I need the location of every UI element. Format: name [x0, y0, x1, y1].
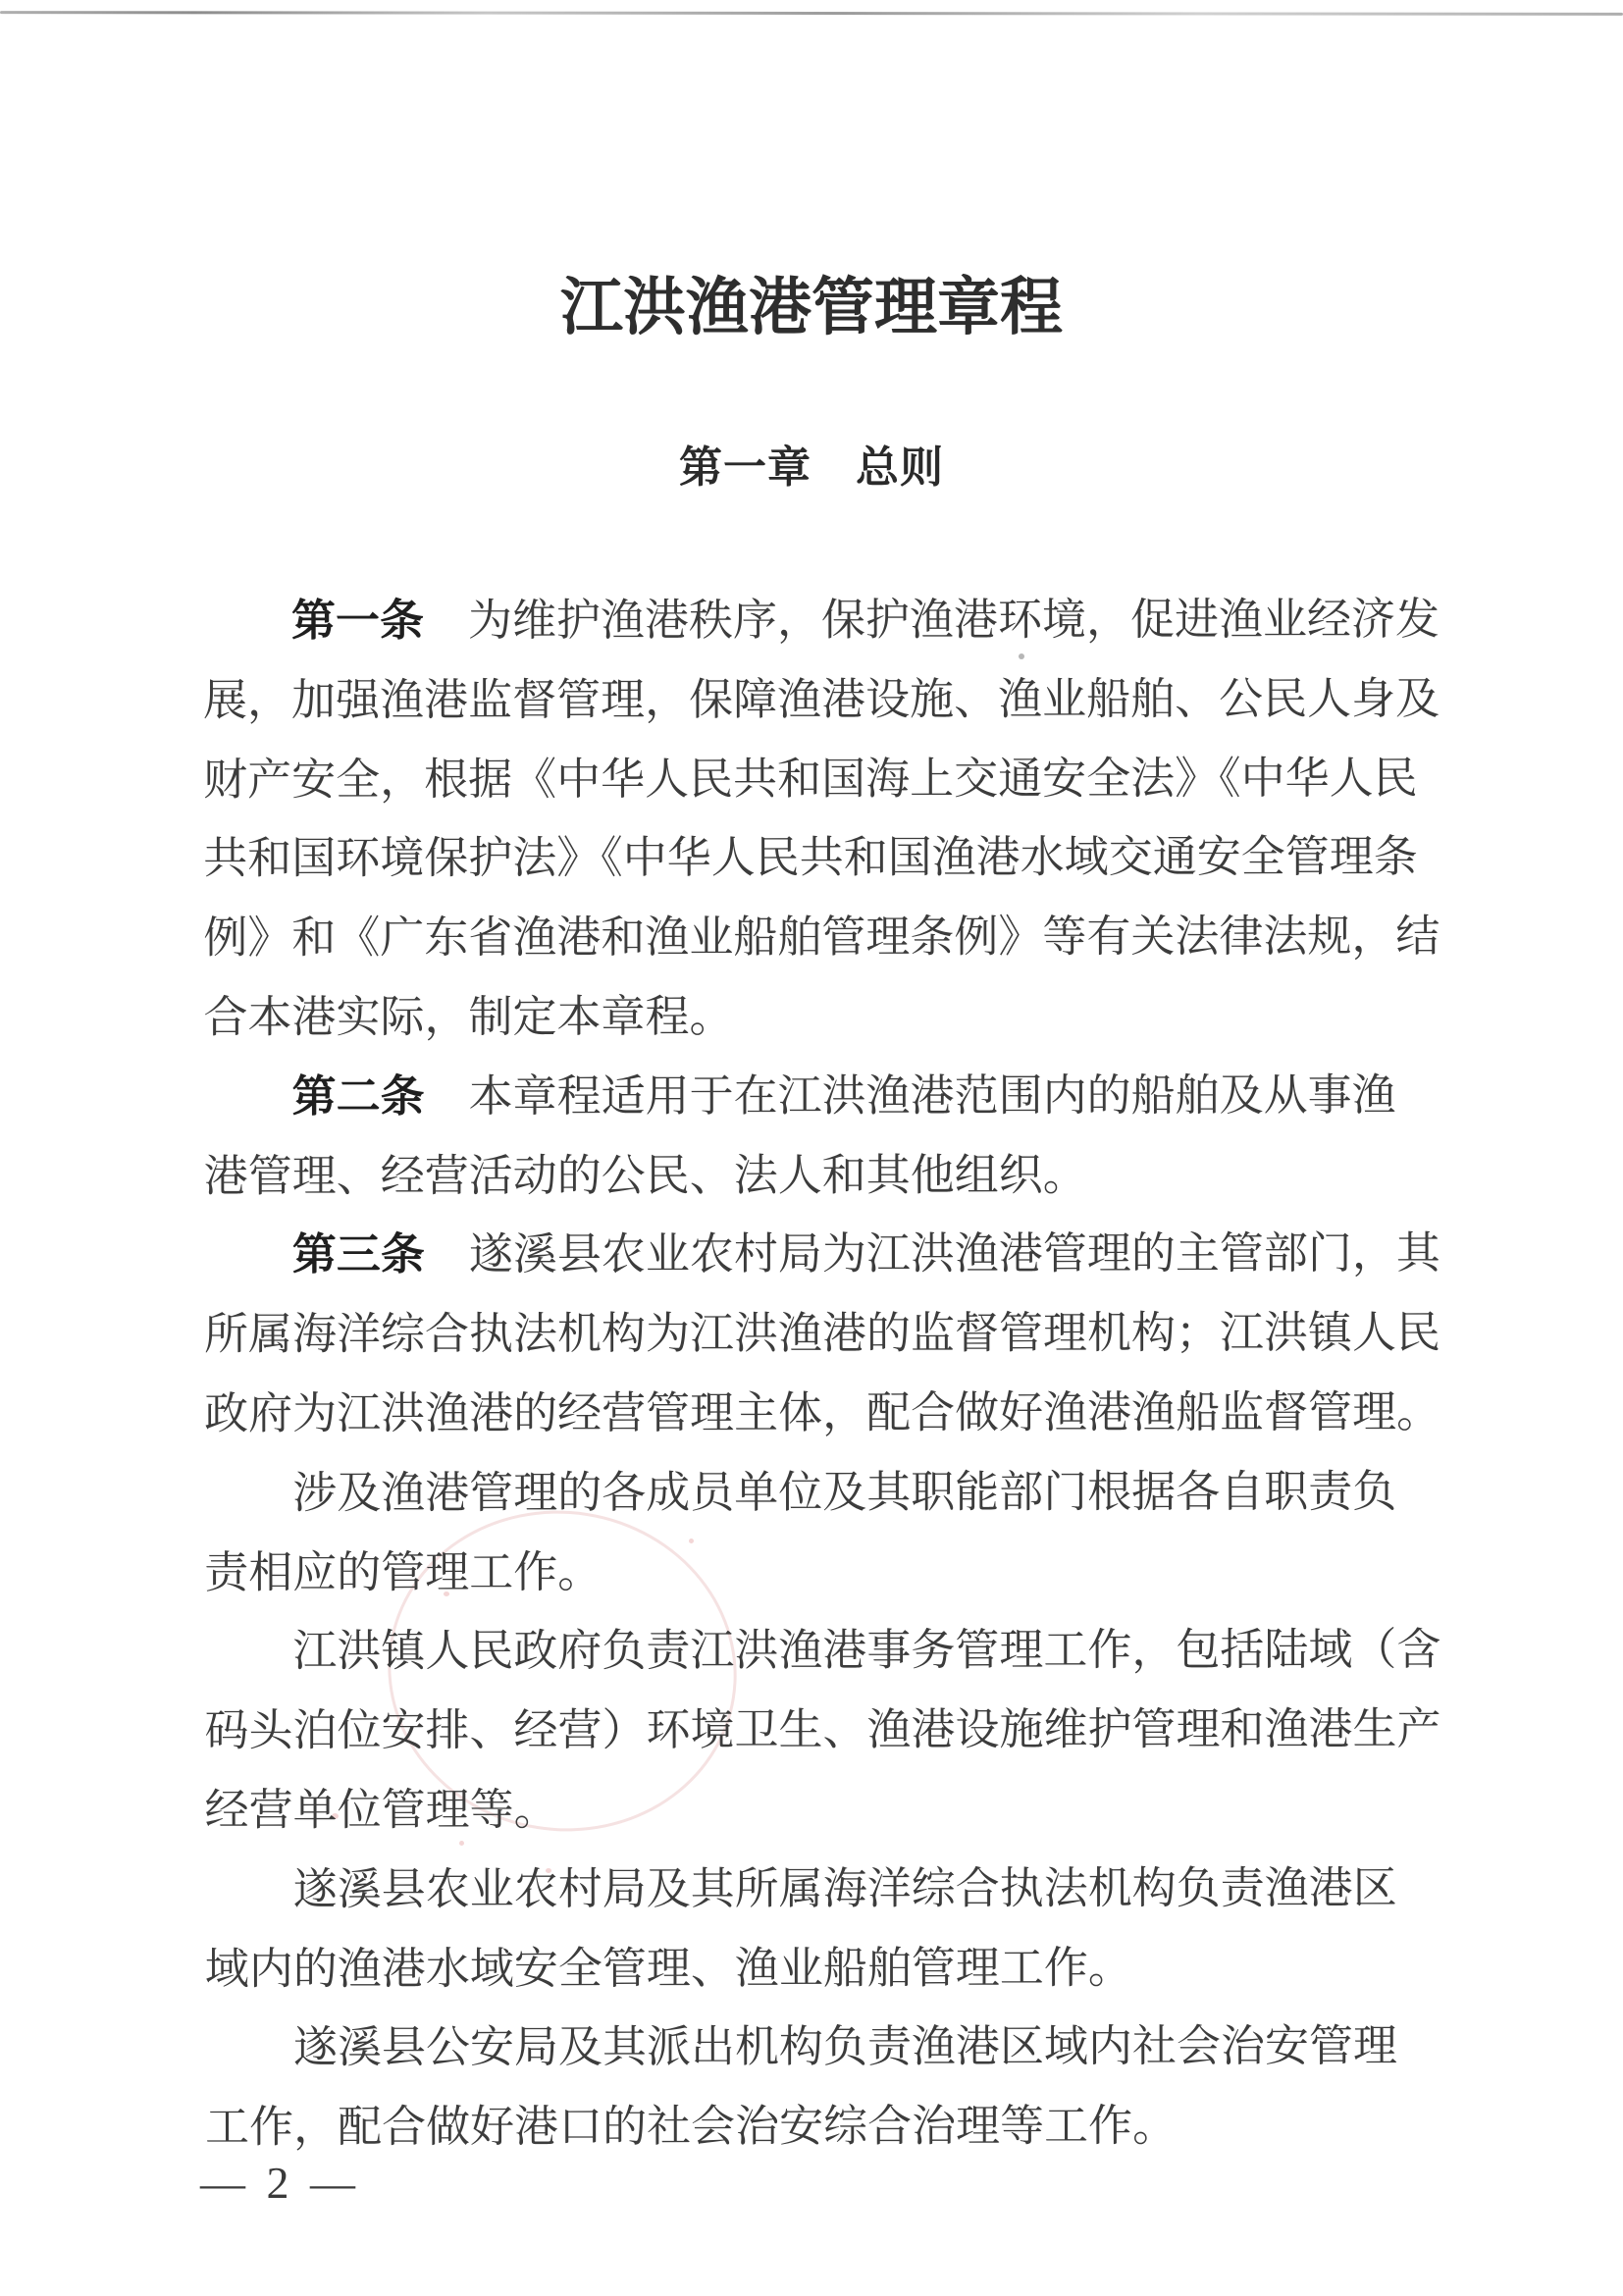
text-line [203, 739, 1469, 820]
text-line [204, 1056, 1470, 1137]
text-line [204, 1135, 1470, 1217]
text-line [204, 1452, 1470, 1534]
line-text: 合本港实际，制定本章程。 [203, 992, 734, 1042]
text-line [203, 897, 1469, 978]
line-text: 共和国环境保护法》《中华人民共和国渔港水域交通安全管理条 [203, 832, 1418, 884]
text-line [205, 2086, 1471, 2167]
line-text: 遂溪县公安局及其派出机构负责渔港区域内社会治安管理 [292, 2021, 1398, 2073]
text-line [204, 1293, 1470, 1375]
text-line [203, 976, 1469, 1058]
line-text: 工作，配合做好港口的社会治安综合治理等工作。 [205, 2101, 1178, 2153]
line-text: 例》和《广东省渔港和渔业船舶管理条例》等有关法律法规，结 [203, 912, 1440, 964]
chapter-heading: 第一章 总则 [679, 444, 944, 492]
line-text: 涉及渔港管理的各成员单位及其职能部门根据各自职责负 [292, 1466, 1397, 1518]
document-title: 江洪渔港管理章程 [560, 273, 1063, 342]
text-line [203, 580, 1469, 661]
text-line [204, 1214, 1470, 1295]
line-text: 经营单位管理等。 [204, 1785, 558, 1835]
text-line [204, 1610, 1470, 1692]
text-line [203, 817, 1469, 899]
text-line [205, 1769, 1471, 1851]
page-number: — 2 — [200, 2158, 360, 2208]
line-text: 江洪镇人民政府负责江洪渔港事务管理工作，包括陆域（含 [292, 1625, 1441, 1677]
text-line [204, 1373, 1470, 1454]
text-line [203, 659, 1469, 741]
text-line [205, 2007, 1471, 2088]
scan-edge-artifact [0, 11, 1623, 16]
line-text: 遂溪县农业农村局为江洪渔港管理的主管部门，其 [424, 1228, 1440, 1279]
line-text: 本章程适用于在江洪渔港范围内的船舶及从事渔 [424, 1070, 1396, 1122]
article-label: 第一条 [290, 595, 424, 646]
line-text: 港管理、经营活动的公民、法人和其他组织。 [203, 1150, 1087, 1201]
line-text: 域内的渔港水域安全管理、渔业船舶管理工作。 [204, 1943, 1132, 1994]
line-text: 所属海洋综合执法机构为江洪渔港的监督管理机构；江洪镇人民 [203, 1308, 1440, 1360]
text-line [204, 1690, 1470, 1771]
line-text: 展，加强渔港监督管理，保障渔港设施、渔业船舶、公民人身及 [203, 673, 1440, 725]
line-text: 财产安全，根据《中华人民共和国海上交通安全法》《中华人民 [203, 753, 1418, 805]
line-text: 遂溪县农业农村局及其所属海洋综合执法机构负责渔港区 [292, 1862, 1397, 1914]
line-text: 为维护渔港秩序，保护渔港环境，促进渔业经济发 [423, 595, 1440, 646]
document-body [203, 580, 1471, 2167]
line-text: 责相应的管理工作。 [204, 1546, 602, 1597]
line-text: 码头泊位安排、经营）环境卫生、渔港设施维护管理和渔港生产 [204, 1704, 1441, 1756]
text-line [205, 1928, 1471, 2009]
line-text: 政府为江洪渔港的经营管理主体，配合做好渔港渔船监督管理。 [204, 1387, 1441, 1438]
article-label: 第二条 [291, 1070, 425, 1122]
article-label: 第三条 [291, 1228, 425, 1280]
text-line [204, 1532, 1470, 1613]
text-line [205, 1849, 1471, 1930]
